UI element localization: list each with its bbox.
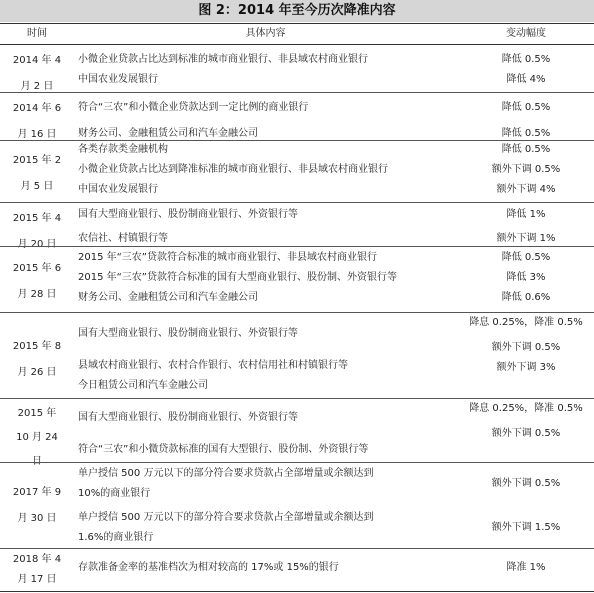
- change-line: 降息 0.25%，降准 0.5%: [469, 317, 583, 328]
- change-line: 降低 3%: [506, 272, 546, 283]
- content-line: 财务公司、金融租赁公司和汽车金融公司: [78, 128, 258, 139]
- content-line: 县域农村商业银行、农村合作银行、农村信用社和村镇银行等: [78, 360, 348, 371]
- row-content: [78, 248, 453, 308]
- date-line: 2015 年 6: [12, 263, 62, 274]
- header-content: 具体内容: [245, 28, 286, 39]
- date-line: 日: [32, 456, 42, 467]
- change-line: 降低 0.5%: [501, 252, 551, 263]
- content-line: 国有大型商业银行、股份制商业银行、外资银行等: [78, 328, 298, 339]
- change-line: 额外下调 1.5%: [491, 522, 561, 533]
- change-line: 降低 0.5%: [501, 54, 551, 65]
- content-line: 国有大型商业银行、股份制商业银行、外资银行等: [78, 412, 298, 423]
- row-divider: [0, 92, 594, 93]
- row-change: [462, 474, 590, 538]
- change-line: 降低 0.5%: [501, 144, 551, 155]
- row-content: [78, 408, 453, 460]
- content-line: 符合“三农”和小微企业贷款达到一定比例的商业银行: [78, 102, 309, 113]
- date-line: 2015 年 4: [12, 213, 62, 224]
- row-content: [78, 205, 453, 249]
- content-line: 单户授信 500 万元以下的部分符合要求贷款占全部增量或余额达到: [78, 512, 374, 523]
- header-time: 时间: [27, 28, 47, 39]
- row-content: [78, 140, 453, 200]
- content-line: 中国农业发展银行: [78, 184, 158, 195]
- change-line: 降低 4%: [506, 74, 546, 85]
- change-line: 额外下调 0.5%: [491, 342, 561, 353]
- date-line: 月 26 日: [17, 367, 57, 378]
- change-line: 额外下调 1%: [496, 233, 556, 244]
- row-date: [2, 334, 72, 386]
- row-change: [462, 50, 590, 90]
- change-line: 额外下调 0.5%: [491, 428, 561, 439]
- change-line: 额外下调 0.5%: [491, 478, 561, 489]
- table-bottom-rule: [0, 591, 594, 592]
- change-line: 降低 0.5%: [501, 128, 551, 139]
- content-line: 10%的商业银行: [78, 488, 151, 499]
- date-line: 2015 年: [17, 408, 57, 419]
- content-line: 1.6%的商业银行: [78, 532, 154, 543]
- row-date: [2, 148, 72, 200]
- row-content: [78, 464, 453, 548]
- header-bottom-rule: [0, 44, 594, 45]
- row-divider: [0, 398, 594, 399]
- content-line: 小微企业贷款占比达到降准标准的城市商业银行、非县域农村商业银行: [78, 164, 388, 175]
- date-line: 2015 年 8: [12, 341, 62, 352]
- row-divider: [0, 202, 594, 203]
- date-line: 月 2 日: [20, 81, 54, 92]
- row-divider: [0, 312, 594, 313]
- change-line: 额外下调 4%: [496, 184, 556, 195]
- date-line: 10 月 24: [16, 432, 58, 443]
- row-content: [78, 324, 453, 396]
- content-line: 各类存款类金融机构: [78, 144, 168, 155]
- row-divider: [0, 548, 594, 549]
- change-line: 降低 0.6%: [501, 292, 551, 303]
- date-line: 月 5 日: [20, 181, 54, 192]
- row-change: [462, 205, 590, 249]
- content-line: 今日租赁公司和汽车金融公司: [78, 380, 208, 391]
- row-change: [462, 314, 590, 378]
- content-line: 小微企业贷款占比达到标准的城市商业银行、非县域农村商业银行: [78, 54, 368, 65]
- row-date: [2, 550, 72, 590]
- content-line: 存款准备金率的基准档次为相对较高的 17%或 15%的银行: [78, 562, 339, 573]
- row-change: [462, 140, 590, 200]
- content-line: 农信社、村镇银行等: [78, 233, 168, 244]
- row-change: [462, 400, 590, 444]
- date-line: 月 17 日: [17, 574, 57, 585]
- date-line: 2017 年 9: [12, 487, 62, 498]
- date-line: 2014 年 6: [12, 103, 62, 114]
- row-date: [2, 256, 72, 308]
- change-line: 降低 0.5%: [501, 102, 551, 113]
- content-line: 财务公司、金融租赁公司和汽车金融公司: [78, 292, 258, 303]
- content-line: 国有大型商业银行、股份制商业银行、外资银行等: [78, 209, 298, 220]
- change-line: 降息 0.25%，降准 0.5%: [469, 403, 583, 414]
- row-date: [2, 402, 72, 474]
- content-line: 符合“三农”和小微贷款标准的国有大型银行、股份制、外资银行等: [78, 444, 369, 455]
- date-line: 月 30 日: [17, 513, 57, 524]
- date-line: 2014 年 4: [12, 55, 62, 66]
- change-line: 额外下调 0.5%: [491, 164, 561, 175]
- change-line: 降低 1%: [506, 209, 546, 220]
- row-content: [78, 50, 453, 90]
- row-divider: [0, 462, 594, 463]
- row-date: [2, 206, 72, 258]
- content-line: 单户授信 500 万元以下的部分符合要求贷款占全部增量或余额达到: [78, 468, 374, 479]
- date-line: 月 20 日: [17, 239, 57, 250]
- date-line: 月 16 日: [17, 129, 57, 140]
- row-content: [78, 558, 453, 578]
- date-line: 2018 年 4: [12, 554, 62, 565]
- row-date: [2, 480, 72, 532]
- content-line: 2015 年“三农”贷款符合标准的国有大型商业银行、股份制、外资银行等: [78, 272, 397, 283]
- change-line: 额外下调 3%: [496, 362, 556, 373]
- row-change: [462, 98, 590, 144]
- row-divider: [0, 246, 594, 247]
- header-change: 变动幅度: [506, 28, 546, 39]
- content-line: 2015 年“三农”贷款符合标准的城市商业银行、非县域农村商业银行: [78, 252, 377, 263]
- row-content: [78, 98, 453, 144]
- content-line: 中国农业发展银行: [78, 74, 158, 85]
- date-line: 2015 年 2: [12, 155, 62, 166]
- date-line: 月 28 日: [17, 289, 57, 300]
- row-change: [462, 248, 590, 308]
- row-change: [462, 558, 590, 578]
- table-title: 图 2：2014 年至今历次降准内容: [0, 0, 594, 22]
- change-line: 降准 1%: [506, 562, 546, 573]
